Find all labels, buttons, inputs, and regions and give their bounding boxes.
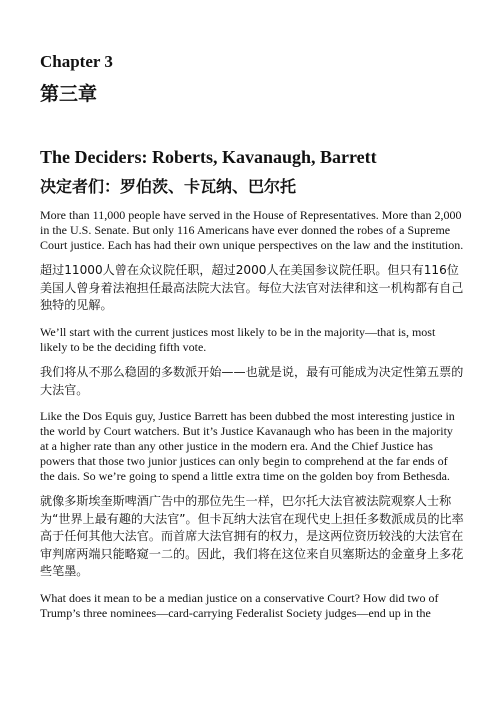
chapter-title-en: The Deciders: Roberts, Kavanaugh, Barrett [40, 147, 377, 167]
paragraph-zh: 就像多斯埃奎斯啤酒广告中的那位先生一样，巴尔托大法官被法院观察人士称为“世界上最有趣的大法官”。但卡瓦纳大法官在现代史上担任多数派成员的比率高于任何其他大法官。而首席大法官拥有的权力，是这两位资历较浅的大法官在审判席两端只能略窥一二的。因此，我们将在这位来自贝塞斯达的金童身上多花些笔墨。 [40, 494, 464, 579]
chapter-label-en: Chapter 3 [40, 52, 113, 71]
book-page [40, 52, 464, 621]
paragraph-en: What does it mean to be a median justice on a conservative Court? How did two of Trump’s three nominees—card-carrying Federalist Society judges—end up in the [40, 590, 439, 620]
paragraph-zh: 我们将从不那么稳固的多数派开始——也就是说，最有可能成为决定性第五票的大法官。 [40, 365, 464, 397]
paragraph-en: We’ll start with the current justices most likely to be in the majority—that is, most likely to be the deciding fifth vote. [40, 324, 436, 354]
paragraph-zh: 超过11000人曾在众议院任职，超过2000人在美国参议院任职。但只有116位美国人曾身着法袍担任最高法院大法官。每位大法官对法律和这一机构都有自己独特的见解。 [40, 263, 464, 313]
paragraph-en: More than 11,000 people have served in the House of Representatives. More than 2,000 in the U.S. Senate. But only 116 Americans have ever donned the robes of a Supreme Court justice. Each has had their own unique perspectives on the law and the institution. [40, 208, 464, 252]
chapter-label-zh: 第三章 [40, 83, 98, 105]
paragraph-en: Like the Dos Equis guy, Justice Barrett has been dubbed the most interesting justice in the world by Court watchers. But it’s Justice Kavanaugh who has been in the majority at a higher rate than any other justice in the modern era. And the Chief Justice has powers that those two junior justices can only begin to comprehend at the far ends of the dais. So we’re going to spend a little extra time on the golden boy from Bethesda. [40, 409, 455, 483]
chapter-title-zh: 决定者们：罗伯茨、卡瓦纳、巴尔托 [40, 177, 297, 196]
